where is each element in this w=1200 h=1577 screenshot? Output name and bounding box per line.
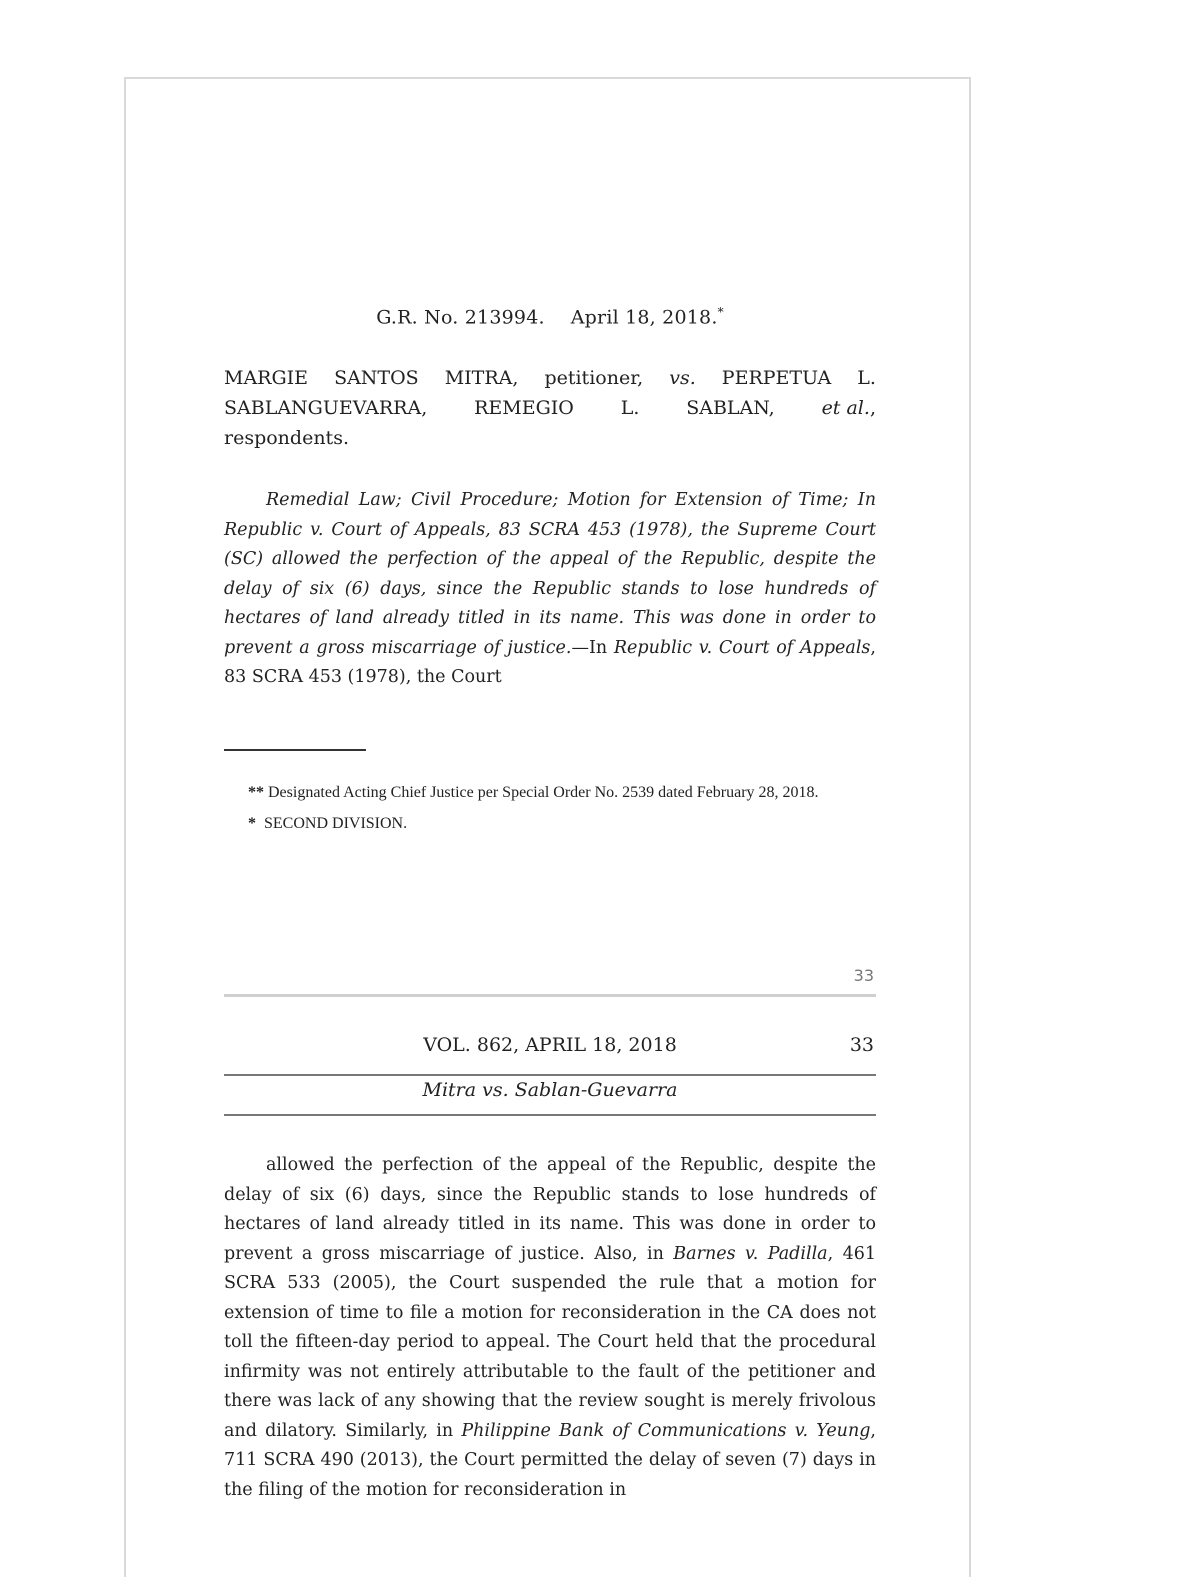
syllabus-text: , 83 SCRA 453 (1978), the Court: [224, 637, 876, 687]
party-role: petitioner,: [544, 367, 644, 389]
case-number: [224, 305, 876, 328]
party-word: MARGIE: [224, 367, 309, 389]
body-text: [224, 1151, 876, 1505]
footnote-2: [224, 809, 876, 838]
running-head-rule: [224, 1114, 876, 1116]
gr-number: G.R. No. 213994.: [376, 306, 545, 329]
case-cite: Barnes v. Padilla: [673, 1243, 828, 1264]
party-word: REMEGIO: [474, 397, 574, 419]
footnote-1-text: Designated Acting Chief Justice per Special Order No. 2539 dated February 28, 2018.: [264, 784, 819, 801]
syllabus-text: In: [588, 637, 614, 658]
case-cite: Philippine Bank of Communications v. Yeung: [461, 1420, 871, 1441]
party-word: L.: [857, 367, 876, 389]
syllabus-dash: —: [571, 637, 589, 658]
versus: vs.: [669, 367, 696, 389]
party-word: SABLANGUEVARRA,: [224, 397, 428, 419]
page-divider: [224, 994, 876, 997]
party-word: L.: [620, 397, 640, 419]
party-word: SANTOS: [334, 367, 419, 389]
footnote-1-mark: **: [248, 784, 264, 801]
case-parties: [224, 363, 876, 453]
party-word: SABLAN,: [686, 397, 775, 419]
running-head-page: 33: [849, 1034, 874, 1056]
party-word: PERPETUA: [721, 367, 832, 389]
footnote-2-mark: *: [248, 815, 256, 832]
party-word: MITRA,: [444, 367, 519, 389]
running-head: [224, 1034, 876, 1064]
decision-date: April 18, 2018.: [570, 306, 718, 329]
footnote-1: [224, 778, 876, 807]
short-case-title: Mitra vs. Sablan-Guevarra: [422, 1079, 678, 1101]
syllabus-case-cite: Republic v. Court of Appeals: [613, 637, 871, 658]
volume-label: VOL. 862, APRIL 18, 2018: [423, 1034, 677, 1056]
syllabus-paragraph: [224, 486, 876, 693]
footnotes: [224, 778, 876, 838]
syllabus-keywords: Remedial Law; Civil Procedure; Motion for Extension of Time; In Republic v. Court of Appeals, 83 SCRA 453 (1978), the Supreme Court (SC) allowed the perfection of the appeal of the Republic, despite the delay of six (6) days, since the Republic stands to lose hundreds of hectares of land already titled in its name. This was done in order to prevent a gross miscarriage of justice.: [224, 490, 876, 658]
footnote-2-text: SECOND DIVISION.: [256, 815, 408, 832]
footnote-mark: *: [717, 305, 724, 319]
body-paragraph: allowed the perfection of the appeal of the Republic, despite the delay of six (6) days, since the Republic stands to lose hundreds of hectares of land already titled in its name. This was done in order to prevent a gross miscarriage of justice. Also, in Barnes v. Padilla, 461 SCRA 533 (2005), the Court suspended the rule that a motion for extension of time to file a motion for reconsideration in the CA does not toll the fifteen-day period to appeal. The Court held that the procedural infirmity was not entirely attributable to the fault of the petitioner and there was lack of any showing that the review sought is merely frivolous and dilatory. Similarly, in Philippine Bank of Communications v. Yeung, 711 SCRA 490 (2013), the Court permitted the delay of seven (7) days in the filing of the motion for reconsideration in: [224, 1155, 876, 1500]
et-al: et al.,: [821, 397, 876, 419]
party-role: respondents.: [224, 427, 349, 449]
page-number: 33: [853, 966, 874, 985]
footnote-rule: [224, 749, 366, 751]
